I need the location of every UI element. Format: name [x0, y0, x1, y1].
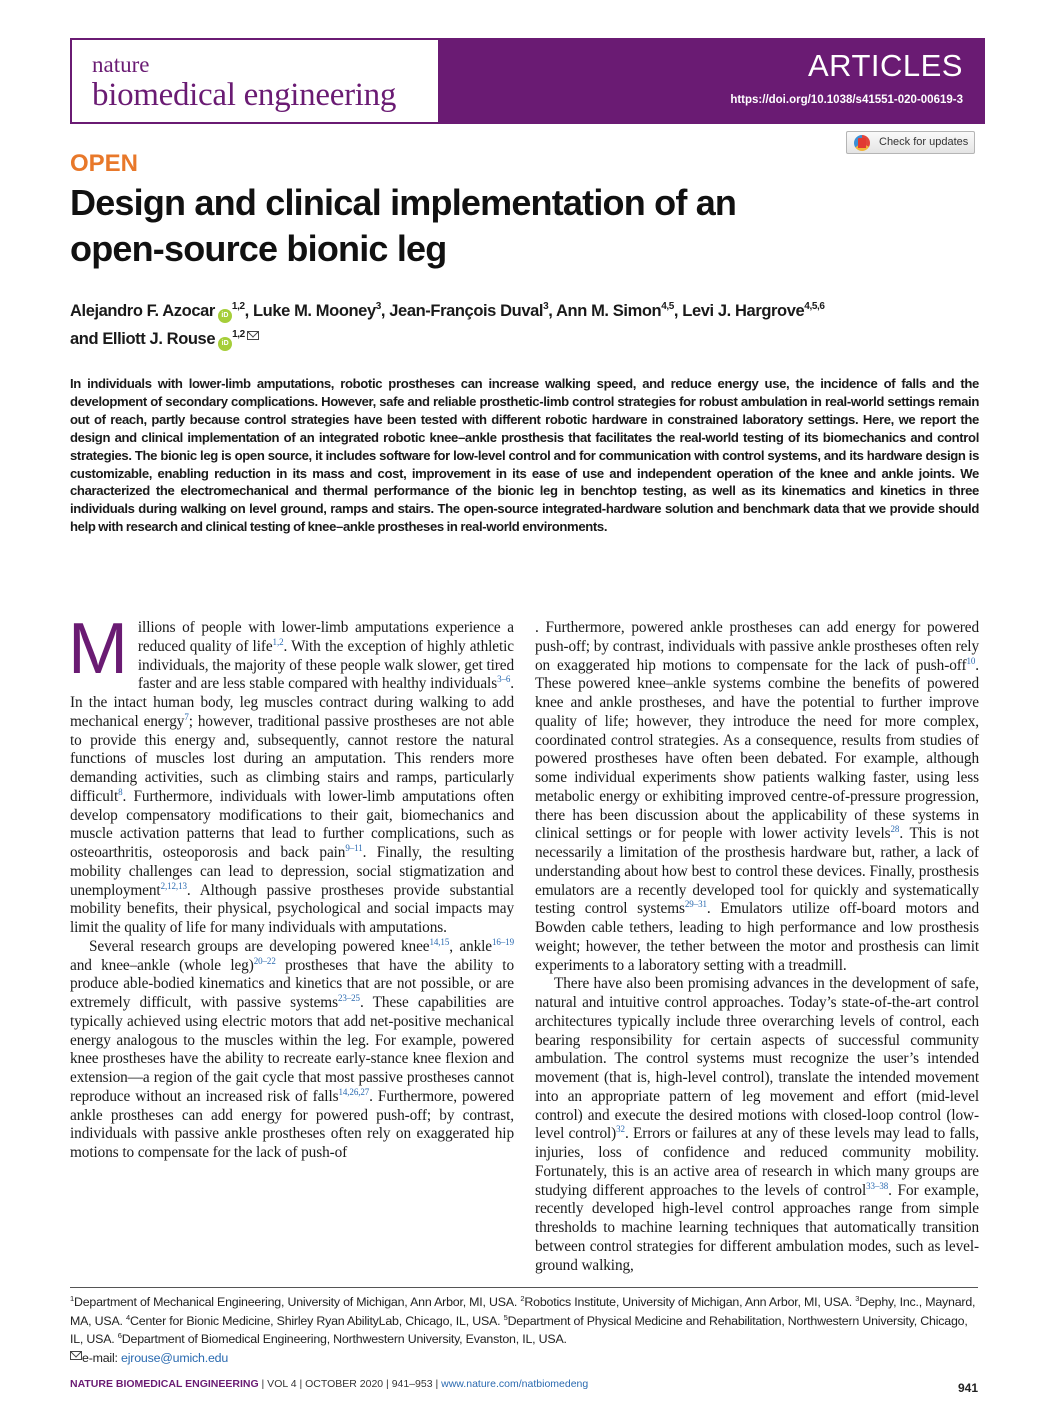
affiliation-marker: 4,5,6 [804, 301, 825, 312]
citation-link[interactable]: 7 [184, 711, 189, 722]
email-label: e-mail: [82, 1350, 122, 1365]
affiliation-marker: 4,5 [661, 301, 674, 312]
affiliation-number: 5 [503, 1312, 508, 1322]
citation-link[interactable]: 16–19 [491, 936, 514, 947]
envelope-icon[interactable] [247, 331, 259, 340]
check-for-updates-label: Check for updates [879, 136, 969, 148]
check-for-updates-button[interactable] [846, 131, 975, 154]
logo-nature-text: nature [92, 52, 150, 77]
body-paragraph: There have also been promising advances in the development of safe, natural and intuitive control approaches. Today’s state-of-the-art control architectures typically include three overarching levels of control, each bearing responsibility for certain aspects of successful community ambulation. The control systems must recognize the user’s intended movement (that is, high-level control), translate the intended movement into an appropriate pattern of leg movement and effort (mid-level control) and execute the desired motions with closed-loop control (low-level control)$^{32}$. Errors or failures at any of these levels may lead to falls, injuries, loss of confidence and reduced community mobility. Fortunately, this is an active area of research in which many groups are studying different approaches to the levels of control$^{33-38}$. For example, recently developed high-level control approaches range from simple thresholds to machine learning techniques that automatically transition between control strategies for different ambulation modes, such as level-ground walking, [535, 975, 979, 1274]
open-access-label: OPEN [70, 150, 139, 177]
masthead-band [440, 38, 985, 124]
affiliations [70, 1293, 980, 1367]
author-name[interactable]: Ann M. Simon [556, 302, 662, 320]
affiliation-text: Robotics Institute, University of Michigan, Ann Arbor, MI, USA. [524, 1295, 856, 1309]
affiliation-marker: 3 [543, 301, 549, 312]
author-list [70, 297, 985, 353]
section-label: ARTICLES [807, 48, 963, 83]
citation-link[interactable]: 23–25 [337, 993, 360, 1003]
affiliation-marker: 1,2 [231, 301, 245, 312]
citation-link[interactable]: 9–11 [345, 843, 363, 853]
crossmark-icon [854, 135, 870, 151]
envelope-icon [70, 1351, 82, 1360]
journal-logo[interactable] [70, 38, 440, 124]
citation-link[interactable]: 28 [890, 824, 900, 835]
affiliation-text: Center for Bionic Medicine, Shirley Ryan AbilityLab, Chicago, IL, USA. [130, 1313, 504, 1328]
email-link[interactable]: ejrouse@umich.edu [121, 1350, 229, 1365]
drop-cap: M [68, 609, 128, 689]
abstract: In individuals with lower-limb amputations, robotic prostheses can increase walking speed, and reduce energy use, the incidence of falls and the development of secondary complications. However, safe and reliable prosthetic-limb control strategies for robust ambulation in real-world settings remain out of reach, partly because control strategies have been tested with different robotic hardware in constrained laboratory settings. Here, we report the design and clinical implementation of an integrated robotic knee–ankle prosthesis that facilitates the real-world testing of its biomechanics and control strategies. The bionic leg is open source, it includes software for low-level control and for communication with control systems, and its hardware design is customizable, enabling reduction in its mass and cost, improvement in its ease of use and independent operation of the knee and ankle joints. We characterized the electromechanical and thermal performance of the bionic leg in benchtop testing, as well as its kinematics and kinetics in three individuals during walking on level ground, ramps and stairs. The open-source integrated-hardware solution and benchmark data that we provide should help with research and clinical testing of knee–ankle prostheses in real-world environments. [70, 376, 979, 535]
citation-link[interactable]: 33–38 [866, 1180, 889, 1191]
citation-link[interactable]: 8 [118, 786, 123, 797]
citation-link[interactable]: 3–6 [497, 674, 511, 685]
citation-link[interactable]: 32 [616, 1124, 625, 1135]
doi-link[interactable]: https://doi.org/10.1038/s41551-020-00619-3 [730, 94, 963, 106]
article-title: Design and clinical implementation of an open-source bionic leg [70, 182, 737, 269]
affiliation-text: Department of Mechanical Engineering, University of Michigan, Ann Arbor, MI, USA. [73, 1295, 521, 1309]
footnote-divider [70, 1287, 978, 1288]
orcid-icon[interactable]: iD [218, 309, 232, 323]
affiliation-marker: 1,2 [232, 329, 245, 340]
author-line: and Elliott J. Rouse iD$^{1,2}$ [70, 325, 985, 353]
affiliation-number: 3 [855, 1294, 860, 1303]
affiliation-text: Department of Biomedical Engineering, Northwestern University, Evanston, IL, USA. [121, 1332, 567, 1347]
affiliation-text: Department of Physical Medicine and Rehabilitation, Northwestern University, Chicago, IL, USA. [70, 1313, 968, 1347]
orcid-icon[interactable]: iD [218, 337, 232, 351]
citation-link[interactable]: 14,26,27 [338, 1086, 370, 1097]
body-column-left [68, 609, 515, 1163]
citation-link[interactable]: 2,12,13 [160, 880, 187, 891]
logo-journal-text: biomedical engineering [92, 77, 397, 113]
affiliation-number: 2 [520, 1294, 525, 1303]
body-paragraph [68, 609, 515, 938]
author-name[interactable]: Alejandro F. Azocar [70, 302, 215, 320]
citation-link[interactable]: 14,15 [429, 936, 450, 947]
citation-link[interactable]: 1,2 [272, 636, 284, 647]
citation-link[interactable]: 10 [966, 655, 976, 666]
page-footer [70, 1377, 978, 1395]
body-column-right [535, 619, 979, 1275]
citation-link[interactable]: 20–22 [253, 955, 276, 966]
page-number: 941 [957, 1381, 978, 1395]
author-name[interactable]: Elliott J. Rouse [102, 330, 216, 348]
affiliation-number: 6 [117, 1331, 122, 1341]
paragraph-1-text: illions of people with lower-limb amputations experience a reduced quality of life$^{1,2}$. With the exception of highly athletic individuals, the majority of these people walk slower, get tired faster and are less stable compared with healthy individuals$^{3-6}$. In the intact human body, leg muscles contract during walking to add mechanical energy$^7$; however, traditional passive prostheses are not able to provide this energy and, subsequently, cannot restore the natural functions of muscles lost during an amputation. This renders more demanding activities, such as climbing stairs and ramps, particularly difficult$^8$. Furthermore, individuals with lower-limb amputations often develop compensatory modifications to their gait, biomechanics and muscle activation patterns that lead to further complications, such as osteoarthritis, osteoporosis and back pain$^{9-11}$. Finally, the resulting mobility challenges can lead to depression, social stigmatization and unemployment$^{2,12,13}$. Although passive prostheses provide substantial mobility benefits, their physical, psychological and social impacts may limit the quality of life for many individuals with amputations. [70, 619, 515, 936]
affiliation-number: 1 [70, 1294, 74, 1303]
footer-journal-link[interactable]: www.nature.com/natbiomedeng [441, 1378, 589, 1390]
affiliation-number: 4 [126, 1312, 131, 1322]
footer-journal-name: NATURE BIOMEDICAL ENGINEERING [70, 1378, 259, 1390]
footer-issue-details: | VOL 4 | OCTOBER 2020 | 941–953 | [258, 1378, 442, 1390]
body-paragraph: . Furthermore, powered ankle prostheses can add energy for powered push-off; by contrast, individuals with passive ankle prostheses often rely on exaggerated hip motions to compensate for the lack of push-off$^{10}$. These powered knee–ankle systems combine the benefits of powered knee and ankle prostheses, and have the potential to further improve quality of life; however, they introduce the need for more complex, coordinated control strategies. As a consequence, results from studies of powered prostheses have often been debated. For example, although some individual experiments show patients walking faster, using less metabolic energy or exhibiting improved centre-of-pressure progression, there has been discussion about the applicability of these systems in clinical settings or for people with lower activity levels$^{28}$. This is not necessarily a limitation of the prosthesis hardware but, rather, a lack of understanding about how best to control these devices. Finally, prosthesis emulators are a recently developed tool for quickly and systematically testing control systems$^{29-31}$. Emulators utilize off-board motors and Bowden cable tethers, leading to high performance and low prosthesis weight; however, the tether between the motor and prosthesis can limit experiments to a laboratory setting with a treadmill. [535, 619, 979, 974]
journal-masthead [70, 38, 985, 124]
author-name[interactable]: Levi J. Hargrove [682, 302, 805, 320]
author-name[interactable]: Luke M. Mooney [252, 302, 376, 320]
affiliation-marker: 3 [375, 301, 381, 312]
citation-link[interactable]: 29–31 [684, 899, 707, 910]
body-paragraph: Several research groups are developing powered knee$^{14,15}$, ankle$^{16-19}$ and knee–ankle (whole leg)$^{20-22}$ prostheses that have the ability to produce able-bodied kinematics and kinetics that are not possible, or are extremely difficult, with passive systems$^{23-25}$. These capabilities are typically achieved using electric motors that add net-positive mechanical energy analogous to the muscles within the leg. For example, powered knee prostheses have the ability to recreate early-stance knee flexion and extension—a region of the gait cycle that most passive prostheses cannot reproduce without an increased risk of falls$^{14,26,27}$. Furthermore, powered ankle prostheses can add energy for powered push-off; by contrast, individuals with passive ankle prostheses often rely on exaggerated hip motions to compensate for the lack of push-of [70, 936, 514, 1161]
author-line: Alejandro F. Azocar iD$^{1,2}$, Luke M. Mooney$^3$, Jean-François Duval$^3$, Ann M. Simon$^{4,5}$, Levi J. Hargrove$^{4,5,6}$ [70, 297, 985, 325]
author-name[interactable]: Jean-François Duval [389, 302, 544, 320]
affiliation-text: Dephy, Inc., Maynard, MA, USA. [70, 1295, 976, 1328]
